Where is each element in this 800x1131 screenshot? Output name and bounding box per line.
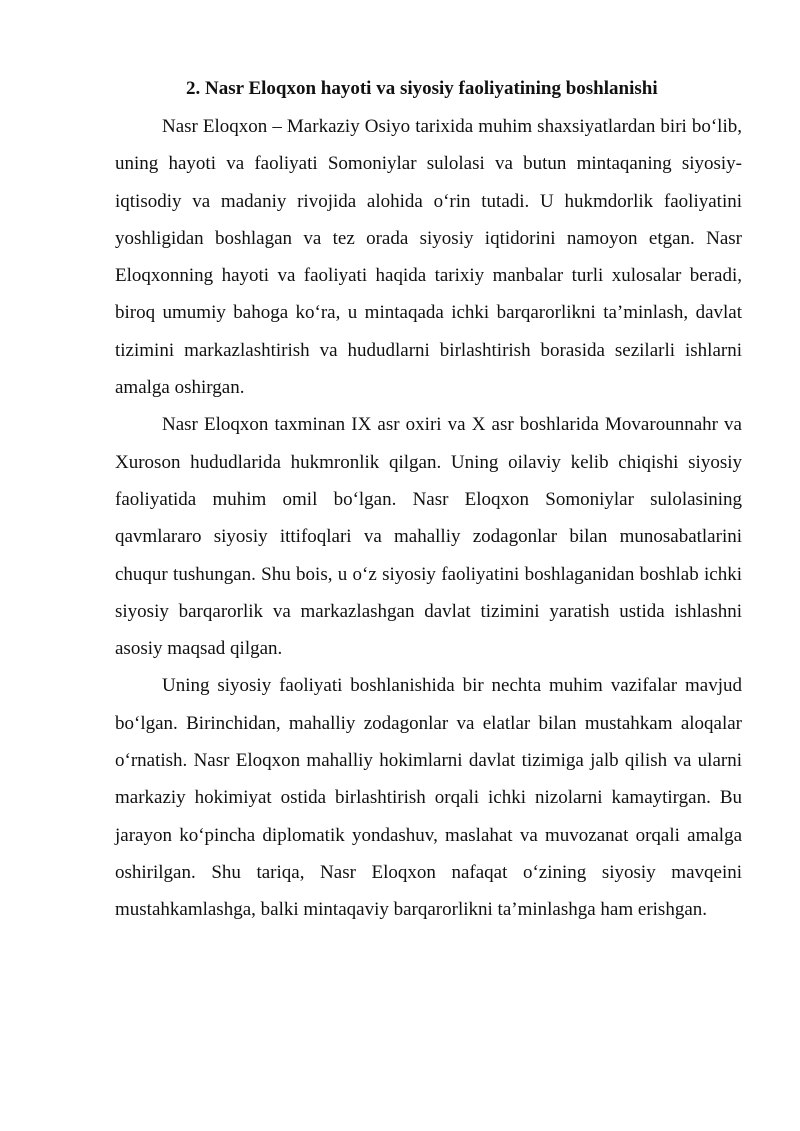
document-page bbox=[115, 73, 742, 929]
paragraph-1: Nasr Eloqxon – Markaziy Osiyo tarixida muhim shaxsiyatlardan biri bo‘lib, uning hayoti va faoliyati Somoniylar sulolasi va butun mintaqaning siyosiy-iqtisodiy va madaniy rivojida alohida o‘rin tutadi. U hukmdorlik faoliyatini yoshligidan boshlagan va tez orada siyosiy iqtidorini namoyon etgan. Nasr Eloqxonning hayoti va faoliyati haqida tarixiy manbalar turli xulosalar beradi, biroq umumiy bahoga ko‘ra, u mintaqada ichki barqarorlikni ta’minlash, davlat tizimini markazlashtirish va hududlarni birlashtirish borasida sezilarli ishlarni amalga oshirgan. bbox=[115, 116, 742, 399]
paragraph-2: Nasr Eloqxon taxminan IX asr oxiri va X asr boshlarida Movarounnahr va Xuroson hududlarida hukmronlik qilgan. Uning oilaviy kelib chiqishi siyosiy faoliyatida muhim omil bo‘lgan. Nasr Eloqxon Somoniylar sulolasining qavmlararo siyosiy ittifoqlari va mahalliy zodagonlar bilan munosabatlarini chuqur tushungan. Shu bois, u o‘z siyosiy faoliyatini boshlaganidan boshlab ichki siyosiy barqarorlik va markazlashgan davlat tizimini yaratish ustida ishlashni asosiy maqsad qilgan. bbox=[115, 414, 742, 660]
section-heading: 2. Nasr Eloqxon hayoti va siyosiy faoliyatining boshlanishi bbox=[186, 78, 658, 99]
paragraph-3: Uning siyosiy faoliyati boshlanishida bir nechta muhim vazifalar mavjud bo‘lgan. Birinchidan, mahalliy zodagonlar va elatlar bilan mustahkam aloqalar o‘rnatish. Nasr Eloqxon mahalliy hokimlarni davlat tizimiga jalb qilish va ularni markaziy hokimiyat ostida birlashtirish orqali ichki nizolarni kamaytirgan. Bu jarayon ko‘pincha diplomatik yondashuv, maslahat va muvozanat orqali amalga oshirilgan. Shu tariqa, Nasr Eloqxon nafaqat o‘zining siyosiy mavqeini mustahkamlashga, balki mintaqaviy barqarorlikni ta’minlashga ham erishgan. bbox=[115, 675, 742, 921]
